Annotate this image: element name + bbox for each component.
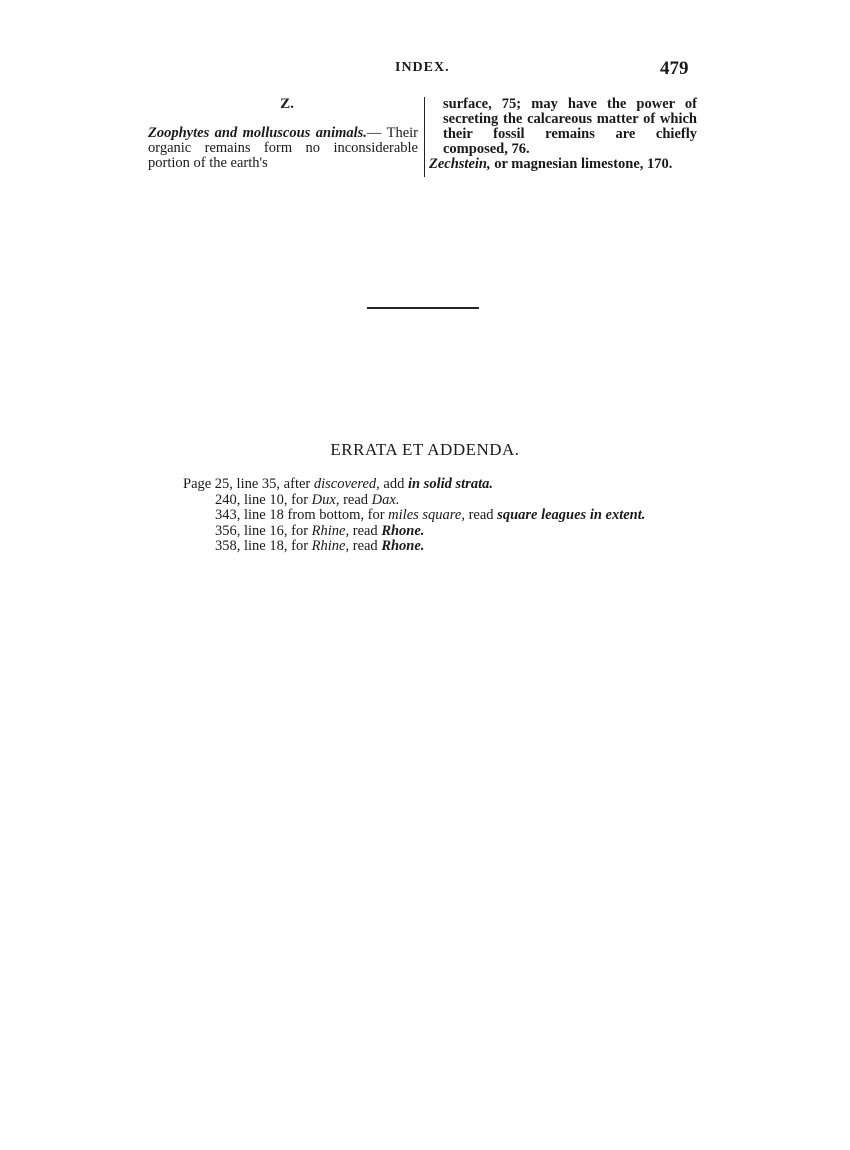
index-entry-zechstein: [429, 157, 697, 172]
errata-list: [183, 477, 723, 555]
errata-original: miles square,: [388, 507, 465, 523]
errata-action: read: [349, 522, 382, 539]
errata-action: read: [349, 538, 382, 554]
entry-text: Their organic remains form no inconsiderable portion of the earth's: [148, 125, 418, 171]
index-left-column: [148, 97, 418, 171]
section-letter: Z.: [280, 96, 294, 112]
errata-location: 356, line 16, for: [215, 522, 312, 539]
errata-location: 343, line 18 from bottom, for: [215, 507, 389, 523]
errata-action: read: [339, 491, 372, 508]
errata-item: [183, 524, 723, 540]
errata-action: read: [464, 507, 498, 523]
errata-original: discovered,: [313, 476, 380, 492]
section-divider-rule: [367, 307, 479, 309]
errata-item: [183, 508, 723, 524]
errata-correction: in solid strata.: [407, 476, 493, 492]
errata-original: Rhine,: [311, 538, 350, 554]
errata-item: [183, 539, 723, 555]
running-head: INDEX.: [395, 60, 450, 75]
errata-location: 358, line 18, for: [215, 538, 312, 554]
index-entry-zoophytes: [148, 126, 418, 171]
entry-term: Zechstein,: [429, 156, 491, 172]
errata-location: 240, line 10, for: [215, 491, 312, 508]
errata-correction: Rhone.: [381, 522, 425, 539]
errata-location: Page 25, line 35, after: [183, 476, 314, 492]
errata-item: [183, 493, 723, 509]
errata-title: ERRATA ET ADDENDA.: [330, 440, 520, 459]
entry-dash: —: [366, 125, 382, 141]
index-right-column: [429, 97, 697, 172]
errata-correction: square leagues in extent.: [497, 507, 646, 523]
entry-continuation: surface, 75; may have the power of secreting the calcareous matter of which their fossil remains are chiefly composed, 76.: [443, 96, 697, 157]
column-divider: [424, 97, 425, 177]
entry-text: or magnesian limestone, 170.: [490, 156, 673, 172]
errata-original: Rhine,: [311, 522, 350, 539]
errata-correction: Dax.: [371, 491, 400, 508]
errata-correction: Rhone.: [381, 538, 425, 554]
page-number: 479: [660, 58, 689, 79]
errata-original: Dux,: [311, 491, 340, 508]
entry-term: Zoophytes and molluscous animals.: [148, 125, 367, 141]
errata-action: add: [379, 476, 408, 492]
errata-item: [183, 477, 723, 493]
